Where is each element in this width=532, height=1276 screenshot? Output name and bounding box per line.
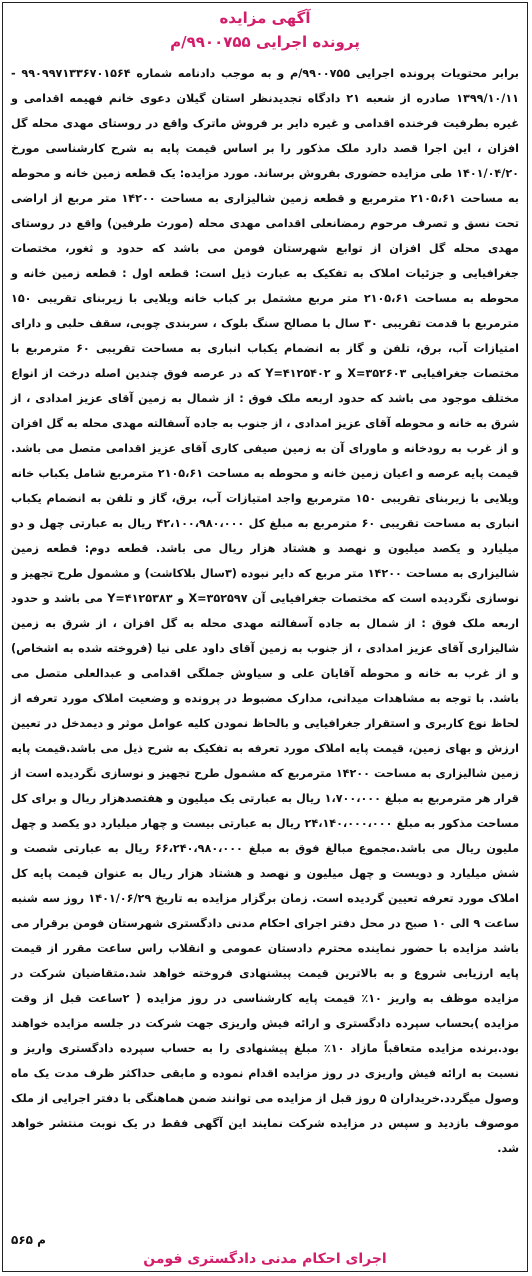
issuer-footer: اجرای احکام مدنی دادگستری فومن <box>143 1251 387 1267</box>
notice-frame <box>2 2 528 1272</box>
notice-title: آگهی مزایده <box>219 9 311 27</box>
file-number: پرونده اجرایی ۹۹۰۰۷۵۵/م <box>170 33 360 51</box>
notice-body: برابر محتویات پرونده اجرایی ۹۹۰۰۷۵۵/م و به موجب دادنامه شماره ۹۹۰۹۹۷۱۳۳۶۷۰۱۵۶۴ - ۱۳۹۹/۱۰/۱۱ صادره از شعبه ۲۱ دادگاه تجدیدنظر استان گیلان دعوی خانم فهیمه اقدامی و غیره بطرفیت فرخنده اقدامی و غیره دایر بر فروش ماترک واقع در روستای مهدی محله گل افزان ، این اجرا قصد دارد ملک مذکور را بر اساس قیمت پایه به شرح کارشناسی مورخ ۱۴۰۱/۰۴/۲۰ طی مزایده حضوری بفروش برساند. مورد مزایده: یک قطعه زمین خانه و محوطه به مساحت ۲۱۰۵،۶۱ مترمربع و قطعه زمین شالیزاری به مساحت ۱۴۲۰۰ متر مربع از اراضی تحت نسق و تصرف مرحوم رمضانعلی اقدامی مهدی محله (مورث طرفین) واقع در روستای مهدی محله گل افزان از توابع شهرستان فومن می باشد که حدود و ثغور، مختصات جغرافیایی و جزئیات املاک به تفکیک به عبارت ذیل است: قطعه اول : قطعه زمین خانه و محوطه به مساحت ۲۱۰۵،۶۱ متر مربع مشتمل بر کباب خانه ویلایی با زیربنای تقریبی ۱۵۰ مترمربع با قدمت تقریبی ۳۰ سال با مصالح سنگ بلوک ، سربندی چوبی، سقف حلبی و دارای امتیازات آب، برق، تلفن و گاز به انضمام یکباب انباری به مساحت تقریبی ۶۰ مترمربع با مختصات جغرافیایی X=۳۵۲۶۰۳ و Y=۴۱۲۵۴۰۲ که در عرصه فوق چندین اصله درخت از انواع مختلف موجود می باشد که حدود اربعه ملک فوق : از شمال به زمین آقای عزیز امدادی ، از شرق به خانه و محوطه آقای عزیز امدادی ، از جنوب به جاده آسفالته مهدی محله به گل افزان و از غرب به رودخانه و ماورای آن به زمین صیفی کاری آقای عزیز اقدامی متصل می باشد. قیمت پایه عرصه و اعیان زمین خانه و محوطه به مساحت ۲۱۰۵،۶۱ مترمربع شامل یکباب خانه ویلایی با زیربنای تقریبی ۱۵۰ مترمربع واجد امتیازات آب، برق، گاز و تلفن به انضمام یکباب انباری به مساحت تقریبی ۶۰ مترمربع به مبلغ کل ۴۲،۱۰۰،۹۸۰،۰۰۰ ریال به عبارتی چهل و دو میلیارد و یکصد میلیون و نهصد و هشتاد هزار ریال می باشد. قطعه دوم: قطعه زمین شالیزاری به مساحت ۱۴۲۰۰ متر مربع که دایر نبوده (۳سال بلاکاشت) و مشمول طرح تجهیز و نوسازی نگردیده است که مختصات جغرافیایی آن X=۳۵۲۵۹۷ و Y=۴۱۲۵۳۸۳ می باشد و حدود اربعه ملک فوق : از شمال به جاده آسفالته مهدی محله به گل افزان ، از شرق به زمین شالیزاری آقای عزیز امدادی ، از جنوب به زمین آقای داود علی نیا (فروخته شده به اشخاص) و از غرب به خانه و محوطه آقایان علی و سیاوش جملگی اقدامی و عبدالعلی متصل می باشد. با توجه به مشاهدات میدانی، مدارک مضبوط در پرونده و وضعیت املاک مورد تعرفه از لحاظ نوع کاربری و استقرار جغرافیایی و بالحاظ نمودن کلیه عوامل موثر و دیمدخل در تعیین ارزش و بهای زمین، قیمت پایه املاک مورد تعرفه به تفکیک به شرح ذیل می باشد.قیمت پایه زمین شالیزاری به مساحت ۱۴۲۰۰ مترمربع که مشمول طرح تجهیز و نوسازی نگردیده است از قرار هر مترمربع به مبلغ ۱،۷۰۰،۰۰۰ ریال به عبارتی یک میلیون و هفتصدهزار ریال و برای کل مساحت مذکور به مبلغ ۲۴،۱۴۰،۰۰۰،۰۰۰ ریال به عبارتی بیست و چهار میلیارد دو یکصد و چهل ملیون ریال می باشد.مجموع مبالغ فوق به مبلغ ۶۶،۲۴۰،۹۸۰،۰۰۰ ریال به عبارتی شصت و شش میلیارد و دویست و چهل میلیون و نهصد و هشتاد هزار ریال به عنوان قیمت پایه کل املاک مورد تعرفه تعیین گردیده است. زمان برگزار مزایده به تاریخ ۱۴۰۱/۰۶/۲۹ روز سه شنبه ساعت ۹ الی ۱۰ صبح در محل دفتر اجرای احکام مدنی دادگستری شهرستان فومن برقرار می باشد مزایده با حضور نماینده محترم دادستان عمومی و انقلاب راس ساعت مقرر از قیمت پایه ارزیابی شروع و به بالاترین قیمت پیشنهادی فروخته خواهد شد.متقاضیان شرکت در مزایده موظف به واریز ۱۰٪ قیمت پایه کارشناسی در روز مزایده ( ۲ساعت قبل از وقت مزایده )بحساب سپرده دادگستری و ارائه فیش واریزی جهت شرکت در جلسه مزایده خواهند بود.برنده مزایده متعاقباً مازاد ۱۰٪ مبلغ پیشنهادی را به حساب سپرده دادگستری واریز و نسبت به ارائه فیش واریزی در روز مزایده اقدام نموده و مابقی حداکثر ظرف مدت یک ماه وصول میگردد.خریداران ۵ روز قبل از مزایده می توانند ضمن هماهنگی با دفتر اجرایی از ملک موصوف بازدید و سپس در مزایده شرکت نمایند این آگهی فقط در یک نوبت منتشر خواهد شد. <box>11 67 520 1155</box>
notice-code: م ۵۶۵ <box>11 1233 46 1247</box>
